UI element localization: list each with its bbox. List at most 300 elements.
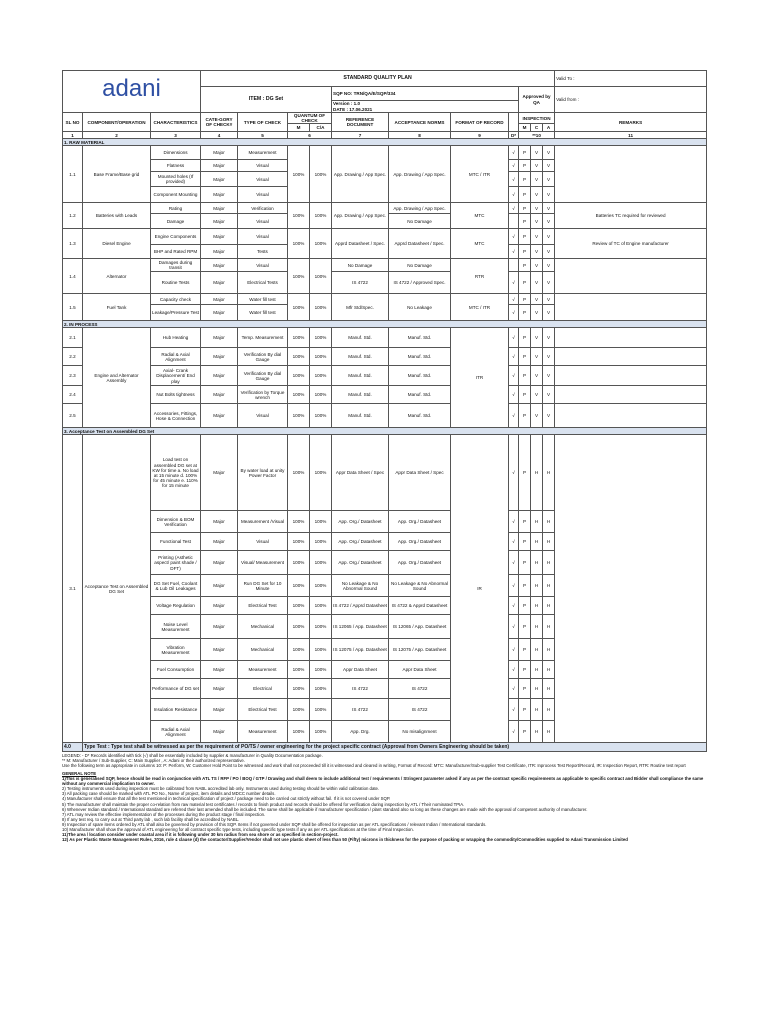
row-insp-m: P xyxy=(519,386,531,404)
row-insp-m: P xyxy=(519,272,531,294)
row-insp-m: P xyxy=(519,214,531,229)
row-category: Major xyxy=(201,639,238,661)
row-remarks xyxy=(555,146,707,203)
row-reference: App. Org./ Datasheet xyxy=(332,511,389,533)
general-note: 1)This is generalised SQP, hence should be read in conjunction with ATL TS / RFP / PO / BOQ / GTP / Drawing and shall deem to include additional test / requirements / Stringent parameter asked if any as per the contract specific requirements as applicable to specific contract and Bidder shall compliance the same without any commercial implication to owner. xyxy=(62,776,704,787)
row-sl: 1.1 xyxy=(63,146,83,203)
row-characteristic: Load test on assembled DG set at KW for time a. No load at 15 minute d. 100% for 45 minute e. 110% for 15 minute xyxy=(151,435,201,511)
row-insp-m: P xyxy=(519,146,531,160)
row-insp-c: H xyxy=(531,435,543,511)
row-category: Major xyxy=(201,661,238,679)
row-record-tick: √ xyxy=(509,294,519,305)
row-sl: 3.1 xyxy=(63,435,83,743)
row-category: Major xyxy=(201,679,238,699)
row-quantum-ca: 100% xyxy=(310,551,332,575)
row-insp-a: V xyxy=(543,245,555,259)
row-insp-c: V xyxy=(531,203,543,214)
row-reference: App. Org./ Datasheet xyxy=(332,533,389,551)
valid-from: Valid from : xyxy=(555,87,707,113)
col-remarks: REMARKS xyxy=(555,113,707,132)
row-characteristic: Functional Test xyxy=(151,533,201,551)
row-insp-c: V xyxy=(531,245,543,259)
row-record-tick: √ xyxy=(509,511,519,533)
row-characteristic: Nut Bolts tightness xyxy=(151,386,201,404)
row-category: Major xyxy=(201,229,238,245)
row-reference: IS 12065 / App. Datasheet xyxy=(332,615,389,639)
row-type: Verification xyxy=(238,203,288,214)
sqp-sheet xyxy=(62,70,706,752)
row-category: Major xyxy=(201,721,238,743)
row-component: Base Frame/Base grid xyxy=(83,146,151,203)
row-sl: 2.3 xyxy=(63,366,83,386)
row-record-tick: √ xyxy=(509,435,519,511)
row-insp-m: P xyxy=(519,203,531,214)
row-insp-a: V xyxy=(543,294,555,305)
row-characteristic: Noise Level Measurement xyxy=(151,615,201,639)
row-record-tick: √ xyxy=(509,404,519,428)
row-acceptance: No Damage xyxy=(389,259,451,272)
col-number: **10 xyxy=(519,132,555,139)
row-quantum-m: 100% xyxy=(288,328,310,348)
row-characteristic: Radial & Axial Alignment xyxy=(151,721,201,743)
row-acceptance: App. Drawing / App Spec. xyxy=(389,146,451,203)
row-reference: Apprd Datasheet / Spec. xyxy=(332,229,389,259)
row-quantum-m: 100% xyxy=(288,551,310,575)
legend-line: LEGEND: - D* Records identified with tick (√) shall be essentially included by supplier & manufacturer in Quality Documentation package. xyxy=(62,753,323,758)
row-insp-a: V xyxy=(543,187,555,203)
row-insp-a: V xyxy=(543,259,555,272)
row-category: Major xyxy=(201,294,238,305)
row-quantum-ca: 100% xyxy=(310,366,332,386)
col-d xyxy=(509,113,519,132)
row-characteristic: Accessories, Fittings, Hose & Connection xyxy=(151,404,201,428)
row-sl: 2.1 xyxy=(63,328,83,348)
row-record-tick: √ xyxy=(509,386,519,404)
row-quantum-ca: 100% xyxy=(310,597,332,615)
row-format: IR xyxy=(451,435,509,743)
section-in-process xyxy=(63,321,707,328)
row-record-tick xyxy=(509,259,519,272)
row-sl: 2.4 xyxy=(63,386,83,404)
item-title: ITEM : DG Set xyxy=(201,87,332,113)
row-category: Major xyxy=(201,435,238,511)
row-remarks xyxy=(555,366,707,386)
row-quantum-ca: 100% xyxy=(310,721,332,743)
row-type: Tests xyxy=(238,245,288,259)
row-reference: IS 4722 xyxy=(332,272,389,294)
row-type: Electrical xyxy=(238,679,288,699)
table-row xyxy=(63,435,707,511)
row-format: MTC / ITR xyxy=(451,146,509,203)
col-quantum: QUANTUM OF CHECK xyxy=(288,113,332,124)
general-note: 4) Manufacturer shall ensure that all the test mentioned in technical specification of project / package need to be carried out strictly without fail. If it is not covered under SQP. xyxy=(62,796,391,802)
row-acceptance: Manuf. Std. xyxy=(389,348,451,366)
general-note: 8) If any test req. to carry out at Third party lab , such lab facility shall be accredited by NABL. xyxy=(62,816,240,822)
row-characteristic: DG Set Fuel, Coolant & Lub Oil Leakages xyxy=(151,575,201,597)
row-characteristic: Printing (Asthetic aspect/ paint shade / DFT) xyxy=(151,551,201,575)
row-record-tick: √ xyxy=(509,146,519,160)
col-number: 7 xyxy=(332,132,389,139)
general-note: 12) As per Plastic Waste Management Rules, 2016, rule 4 clause (d) the contactor/Supplier/Vendor shall not use plastic sheet of less than 50 (Fifty) microns in thickness for the purpose of packing or wrapping the commodity/Commodities supplied to Adani Transmission Limited xyxy=(62,837,628,843)
col-acceptance: ACCEPTANCE NORMS xyxy=(389,113,451,132)
row-type: Electrical Test xyxy=(238,597,288,615)
row-insp-c: V xyxy=(531,366,543,386)
row-quantum-m: 100% xyxy=(288,661,310,679)
table-row xyxy=(63,386,707,404)
row-insp-m: P xyxy=(519,348,531,366)
general-note: 7) ATL may review the effective implementation of the processes during the product stage / final inspection. xyxy=(62,811,266,817)
row-characteristic: Dimensions xyxy=(151,146,201,160)
valid-to: Valid To : xyxy=(555,71,707,87)
row-acceptance: Manuf. Std. xyxy=(389,404,451,428)
row-category: Major xyxy=(201,146,238,160)
col-number: 8 xyxy=(389,132,451,139)
row-insp-c: H xyxy=(531,551,543,575)
row-component: Diesel Engine xyxy=(83,229,151,259)
row-format: MTC xyxy=(451,203,509,229)
row-insp-c: V xyxy=(531,272,543,294)
col-m: M xyxy=(288,124,310,132)
approved-by: Approved by QA xyxy=(519,87,555,113)
row-insp-m: P xyxy=(519,721,531,743)
sqp-no: SQP NO: TRN/QA/E/SQP/334 xyxy=(332,87,519,101)
row-characteristic: Component Mounting xyxy=(151,187,201,203)
general-notes xyxy=(62,771,706,842)
row-quantum-m: 100% xyxy=(288,533,310,551)
row-remarks xyxy=(555,259,707,294)
row-reference: Manuf. Std. xyxy=(332,386,389,404)
row-quantum-ca: 100% xyxy=(310,661,332,679)
row-insp-m: P xyxy=(519,435,531,511)
col-number: 5 xyxy=(238,132,288,139)
row-type: Run DG Set for 10 Minute xyxy=(238,575,288,597)
row-characteristic: Axial- Crank Displacement/ End play xyxy=(151,366,201,386)
row-quantum-m: 100% xyxy=(288,203,310,229)
row-acceptance: No Leakage xyxy=(389,294,451,321)
col-category: CATE-GORY OF CHECK# xyxy=(201,113,238,132)
row-insp-c: H xyxy=(531,639,543,661)
row-reference: IS 4722 xyxy=(332,699,389,721)
table-row xyxy=(63,366,707,386)
row-insp-m: P xyxy=(519,533,531,551)
section-raw-material xyxy=(63,139,707,146)
row-quantum-ca: 100% xyxy=(310,259,332,294)
row-record-tick: √ xyxy=(509,187,519,203)
row-insp-m: P xyxy=(519,661,531,679)
col-number: 1 xyxy=(63,132,83,139)
row-acceptance: Appr Data Sheet xyxy=(389,661,451,679)
row-insp-m: P xyxy=(519,511,531,533)
row-record-tick: √ xyxy=(509,229,519,245)
row-insp-m: P xyxy=(519,259,531,272)
row-category: Major xyxy=(201,533,238,551)
row-insp-a: V xyxy=(543,366,555,386)
row-characteristic: Radial & Axial Alignment xyxy=(151,348,201,366)
row-category: Major xyxy=(201,597,238,615)
column-numbers xyxy=(63,132,707,139)
col-format: FORMAT OF RECORD xyxy=(451,113,509,132)
row-type: Verification By dial Gauge xyxy=(238,366,288,386)
row-category: Major xyxy=(201,615,238,639)
row-quantum-ca: 100% xyxy=(310,575,332,597)
row-quantum-ca: 100% xyxy=(310,294,332,321)
row-category: Major xyxy=(201,259,238,272)
row-acceptance: App. Org./ Datasheet xyxy=(389,533,451,551)
row-component: Fuel Tank xyxy=(83,294,151,321)
section-title: 2. IN PROCESS xyxy=(63,321,707,328)
row-sl: 2.5 xyxy=(63,404,83,428)
row-category: Major xyxy=(201,203,238,214)
row-insp-a: V xyxy=(543,386,555,404)
section-acceptance-test xyxy=(63,428,707,435)
row-reference: Manuf. Std. xyxy=(332,328,389,348)
row-reference: Manuf. Std. xyxy=(332,404,389,428)
row-insp-c: V xyxy=(531,328,543,348)
row-sl: 2.2 xyxy=(63,348,83,366)
row-insp-m: P xyxy=(519,575,531,597)
row-quantum-m: 100% xyxy=(288,699,310,721)
row-record-tick: √ xyxy=(509,305,519,321)
row-record-tick: √ xyxy=(509,366,519,386)
row-format: MTC / ITR xyxy=(451,294,509,321)
row-category: Major xyxy=(201,348,238,366)
row-quantum-ca: 100% xyxy=(310,386,332,404)
row-format: MTC xyxy=(451,229,509,259)
row-quantum-ca: 100% xyxy=(310,699,332,721)
row-type: Visual xyxy=(238,187,288,203)
row-component: Alternator xyxy=(83,259,151,294)
row-insp-c: V xyxy=(531,172,543,187)
row-record-tick: √ xyxy=(509,661,519,679)
row-insp-c: V xyxy=(531,386,543,404)
row-quantum-m: 100% xyxy=(288,435,310,511)
table-row xyxy=(63,404,707,428)
row-insp-c: V xyxy=(531,404,543,428)
row-type: Visual xyxy=(238,404,288,428)
row-characteristic: Damage xyxy=(151,214,201,229)
row-component: Acceptance Test on Assembled DG Set xyxy=(83,435,151,743)
row-reference: App. Drawing / App Spec. xyxy=(332,203,389,229)
row-insp-a: V xyxy=(543,146,555,160)
row-insp-c: V xyxy=(531,305,543,321)
general-notes-title: GENERAL NOTE xyxy=(62,771,97,776)
row-characteristic: Rating xyxy=(151,203,201,214)
row-quantum-m: 100% xyxy=(288,597,310,615)
row-type: Measurement xyxy=(238,721,288,743)
row-format: ITR xyxy=(451,328,509,428)
general-note: 11)The area / location consider under coastal area if it is following under 30 km radius from sea shore or as specified in section-project. xyxy=(62,832,339,838)
col-number: 2 xyxy=(83,132,151,139)
row-quantum-m: 100% xyxy=(288,511,310,533)
table-row xyxy=(63,229,707,245)
row-quantum-ca: 100% xyxy=(310,615,332,639)
row-characteristic: Dimension & BOM Verification xyxy=(151,511,201,533)
row-characteristic: Mounted holes (If provided) xyxy=(151,172,201,187)
row-acceptance: App. Org./ Datasheet xyxy=(389,511,451,533)
row-acceptance: IS 12075 / App. Datasheet xyxy=(389,639,451,661)
row-quantum-m: 100% xyxy=(288,294,310,321)
row-characteristic: Vibration Measurement xyxy=(151,639,201,661)
row-characteristic: Leakage/Pressure Test xyxy=(151,305,201,321)
row-characteristic: Engine Components xyxy=(151,229,201,245)
row-category: Major xyxy=(201,328,238,348)
row-record-tick: √ xyxy=(509,597,519,615)
row-insp-a: H xyxy=(543,661,555,679)
col-number: 4 xyxy=(201,132,238,139)
row-insp-c: H xyxy=(531,511,543,533)
row-insp-a: H xyxy=(543,597,555,615)
row-quantum-ca: 100% xyxy=(310,203,332,229)
row-acceptance: Manuf. Std. xyxy=(389,386,451,404)
row-insp-a: H xyxy=(543,435,555,511)
row-insp-m: P xyxy=(519,245,531,259)
row-insp-m: P xyxy=(519,597,531,615)
row-insp-m: P xyxy=(519,639,531,661)
col-number: 9 xyxy=(451,132,509,139)
row-insp-a: V xyxy=(543,272,555,294)
row-insp-c: V xyxy=(531,146,543,160)
row-quantum-m: 100% xyxy=(288,615,310,639)
row-type: Visual xyxy=(238,160,288,172)
row-acceptance: App. Drawing / App Spec. xyxy=(389,203,451,214)
row-insp-m: P xyxy=(519,615,531,639)
row-category: Major xyxy=(201,366,238,386)
row-category: Major xyxy=(201,404,238,428)
col-insp-m: M xyxy=(519,124,531,132)
row-record-tick: √ xyxy=(509,639,519,661)
row-record-tick: √ xyxy=(509,272,519,294)
row-remarks xyxy=(555,435,707,743)
table-row xyxy=(63,348,707,366)
row-insp-c: V xyxy=(531,229,543,245)
row-sl: 1.4 xyxy=(63,259,83,294)
row-acceptance: IS 12065 / App. Datasheet xyxy=(389,615,451,639)
row-type: Water fill test xyxy=(238,305,288,321)
row-insp-m: P xyxy=(519,328,531,348)
row-reference: Appr Data Sheet xyxy=(332,661,389,679)
row-acceptance: App. Org./ Datasheet xyxy=(389,551,451,575)
col-number: 11 xyxy=(555,132,707,139)
section-title: 1. RAW MATERIAL xyxy=(63,139,707,146)
row-insp-c: H xyxy=(531,615,543,639)
row-acceptance: No Damage xyxy=(389,214,451,229)
row-insp-a: V xyxy=(543,229,555,245)
row-reference: No Leakage & No Abnormal Sound xyxy=(332,575,389,597)
row-sl: 1.5 xyxy=(63,294,83,321)
row-insp-a: H xyxy=(543,575,555,597)
sqp-table xyxy=(62,70,707,752)
row-acceptance: No Leakage & No Abnormal Sound xyxy=(389,575,451,597)
row-insp-a: H xyxy=(543,551,555,575)
col-reference: REFERENCE DOCUMENT xyxy=(332,113,389,132)
row-record-tick: √ xyxy=(509,679,519,699)
row-characteristic: Hub Heating xyxy=(151,328,201,348)
row-type: Measurement xyxy=(238,661,288,679)
row-category: Major xyxy=(201,245,238,259)
row-insp-c: H xyxy=(531,661,543,679)
row-type: Measurement /Visual xyxy=(238,511,288,533)
row-characteristic: Flatness xyxy=(151,160,201,172)
row-sl: 1.2 xyxy=(63,203,83,229)
row-insp-m: P xyxy=(519,229,531,245)
row-insp-c: H xyxy=(531,533,543,551)
row-insp-m: P xyxy=(519,404,531,428)
row-record-tick: √ xyxy=(509,551,519,575)
table-row xyxy=(63,328,707,348)
row-acceptance: Manuf. Std. xyxy=(389,366,451,386)
row-quantum-m: 100% xyxy=(288,679,310,699)
col-component: COMPONENT/OPERATION xyxy=(83,113,151,132)
general-note: 6) Whenever Indian standard / International standard are referred their last amended shall be included. The same shall be applicable if manufacturer specification / plant standard also so long as these changes are made with the approval of competent authority of manufacturer. xyxy=(62,806,588,812)
row-remarks xyxy=(555,328,707,348)
row-characteristic: Performance of DG set xyxy=(151,679,201,699)
row-insp-c: H xyxy=(531,597,543,615)
row-reference: Mfr Std/Spec. xyxy=(332,294,389,321)
row-quantum-ca: 100% xyxy=(310,639,332,661)
row-record-tick: √ xyxy=(509,615,519,639)
row-record-tick: √ xyxy=(509,575,519,597)
row-characteristic: BHP and Rated RPM xyxy=(151,245,201,259)
row-record-tick: √ xyxy=(509,172,519,187)
legend xyxy=(62,753,706,768)
row-type: Visual/ Measurement xyxy=(238,551,288,575)
row-insp-c: V xyxy=(531,214,543,229)
row-type: Verification by Torque wrench xyxy=(238,386,288,404)
row-type: By water load at unity Power Factor xyxy=(238,435,288,511)
row-remarks: Review of TC of Engine manufacturer xyxy=(555,229,707,259)
row-reference: IS 12075 / App. Datasheet xyxy=(332,639,389,661)
row-remarks xyxy=(555,386,707,404)
row-reference: App. Org./ Datasheet xyxy=(332,551,389,575)
col-type: TYPE OF CHECK xyxy=(238,113,288,132)
row-type: Mechanical xyxy=(238,615,288,639)
row-category: Major xyxy=(201,160,238,172)
col-number: 3 xyxy=(151,132,201,139)
type-test-text: Type Test : Type test shall be witnessed as per the requirement of PO/TS / owner engineering for the project specific contract (Approval from Owners Engineering should be taken) xyxy=(83,743,707,752)
row-insp-a: V xyxy=(543,404,555,428)
row-record-tick: √ xyxy=(509,245,519,259)
row-insp-c: H xyxy=(531,699,543,721)
table-row xyxy=(63,294,707,305)
row-insp-a: H xyxy=(543,699,555,721)
row-insp-m: P xyxy=(519,699,531,721)
row-type: Electrical Test xyxy=(238,699,288,721)
row-record-tick: √ xyxy=(509,160,519,172)
table-row xyxy=(63,146,707,160)
row-insp-a: V xyxy=(543,348,555,366)
col-ca: C/A xyxy=(310,124,332,132)
row-record-tick: √ xyxy=(509,699,519,721)
general-note: 3) All packing case should be marked with ATL PO No., Name of project, item details and MDCC number details. xyxy=(62,791,276,797)
type-test-row xyxy=(63,743,707,752)
row-reference: App. Drg. xyxy=(332,721,389,743)
legend-line: Use the following term as appropriate in columns 10: P: Perform, W: Customer Hold Point to be witnessed and work shall not proceeded till it is witnessed and cleared in writing, Format of Record: MTC: Manufacturer/Sub-supplier Test Certificate, ITR: Inprocess Test Report/Record, IR: Inspection Report, RTR: Routine test report xyxy=(62,763,686,769)
row-type: Measurement xyxy=(238,146,288,160)
row-category: Major xyxy=(201,699,238,721)
row-reference: No Damage xyxy=(332,259,389,272)
col-insp-a: A xyxy=(543,124,555,132)
row-insp-m: P xyxy=(519,551,531,575)
row-acceptance: IS 4722 & Apprd Datasheet xyxy=(389,597,451,615)
row-insp-m: P xyxy=(519,366,531,386)
row-reference: Manuf. Std. xyxy=(332,366,389,386)
row-insp-m: P xyxy=(519,160,531,172)
row-acceptance: IS 4722 / Approved Spec. xyxy=(389,272,451,294)
general-note: 5) The manufacturer shall maintain the proper co-relation from raw material test certificates / records to finish product and records should be offered for verification during inspection by ATL / Their nominated TPIA. xyxy=(62,801,465,807)
row-category: Major xyxy=(201,187,238,203)
row-acceptance: Apprd Datasheet / Spec. xyxy=(389,229,451,259)
row-type: Visual xyxy=(238,172,288,187)
